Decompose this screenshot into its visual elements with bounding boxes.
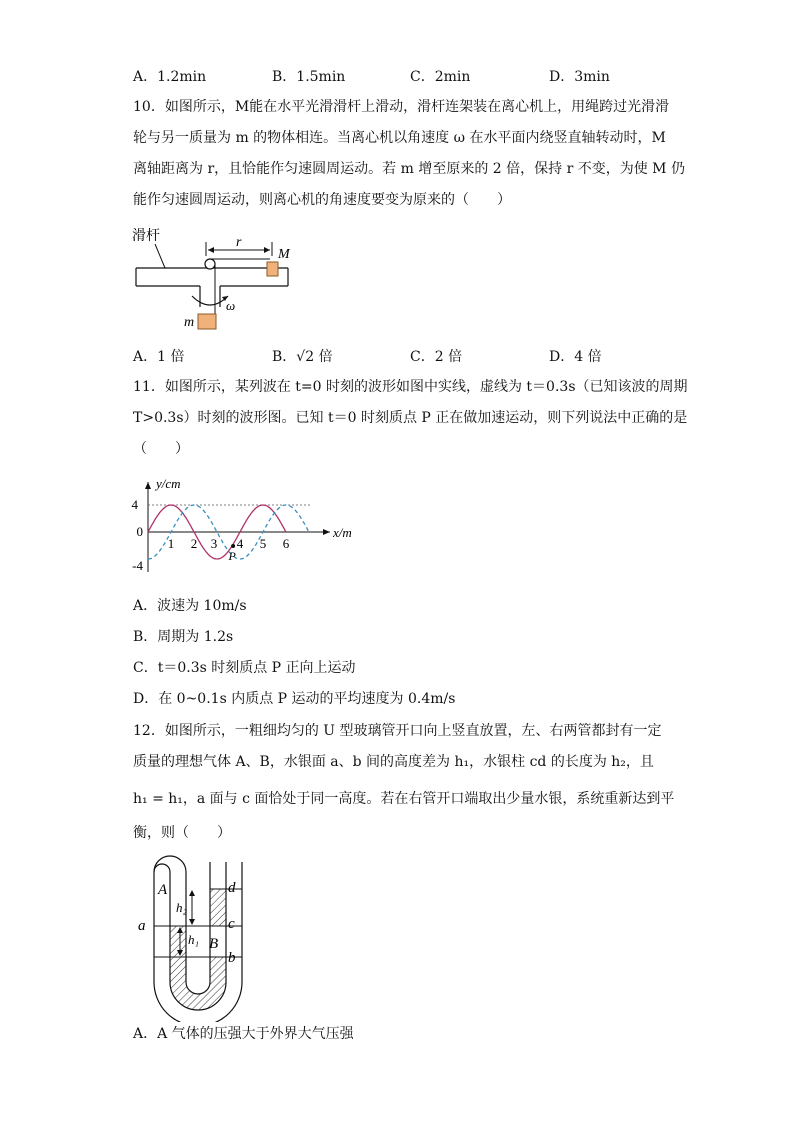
point-P-marker xyxy=(231,544,235,548)
y-axis-label: y/cm xyxy=(156,476,181,491)
level-c-label: c xyxy=(228,916,235,932)
m-label: m xyxy=(184,315,195,330)
q11-line-2: T>0.3s）时刻的波形图。已知 t＝0 时刻质点 P 正在做加速运动，则下列说法中正确的是 xyxy=(133,410,688,426)
level-b-label: b xyxy=(228,950,236,966)
x-tick-3: 3 xyxy=(210,536,218,551)
r-label: r xyxy=(236,235,242,250)
x-tick-6: 6 xyxy=(282,536,290,551)
level-d-label: d xyxy=(228,880,236,896)
block-m xyxy=(198,314,216,329)
x-axis-label: x/m xyxy=(333,525,352,540)
block-M xyxy=(267,262,278,276)
q11-option-c: C．t＝0.3s 时刻质点 P 正向上运动 xyxy=(133,660,356,676)
q12-option-a: A．A 气体的压强大于外界大气压强 xyxy=(133,1026,354,1042)
q12-line-3: h₁ = h₁，a 面与 c 面恰处于同一高度。若在右管开口端取出少量水银，系统重新达到平 xyxy=(133,791,675,807)
y-tick-0: 0 xyxy=(136,524,143,539)
x-axis-arrow-icon xyxy=(323,529,330,535)
pulley-icon xyxy=(205,259,215,269)
q10-line-1: 10．如图所示，M能在水平光滑滑杆上滑动，滑杆连架装在离心机上，用绳跨过光滑滑 xyxy=(133,99,670,115)
h1-label: h₁ xyxy=(188,932,200,947)
q9-option-d: D．3min xyxy=(549,69,610,85)
q9-option-c: C．2min xyxy=(410,69,471,85)
y-tick-neg4: -4 xyxy=(132,558,143,573)
q11-option-d: D．在 0~0.1s 内质点 P 运动的平均速度为 0.4m/s xyxy=(133,691,456,707)
gas-A-label: A xyxy=(158,882,168,898)
q11-option-a: A．波速为 10m/s xyxy=(133,598,247,614)
x-tick-4: 4 xyxy=(236,536,244,551)
q12-line-4: 衡，则（ ） xyxy=(133,825,231,841)
M-label: M xyxy=(278,247,290,262)
omega-label: ω xyxy=(226,298,236,313)
point-P-label: P xyxy=(228,549,236,563)
x-tick-5: 5 xyxy=(259,536,267,551)
q11-line-3: （ ） xyxy=(133,441,189,457)
q10-line-2: 轮与另一质量为 m 的物体相连。当离心机以角速度 ω 在水平面内绕竖直轴转动时，M xyxy=(133,130,666,146)
q10-option-c: C．2 倍 xyxy=(410,349,463,365)
rod-label: 滑杆 xyxy=(132,229,160,244)
q10-line-3: 离轴距离为 r，且恰能作匀速圆周运动。若 m 增至原来的 2 倍，保持 r 不变，为使 M 仍 xyxy=(133,161,685,177)
level-a-label: a xyxy=(138,918,146,934)
gas-B-label: B xyxy=(209,936,219,952)
y-tick-4: 4 xyxy=(131,497,138,512)
q10-option-d: D．4 倍 xyxy=(549,349,602,365)
q11-option-b: B．周期为 1.2s xyxy=(133,629,234,645)
y-axis-arrow-icon xyxy=(145,482,151,489)
q12-u-tube-figure xyxy=(130,852,260,1022)
q9-option-a: A．1.2min xyxy=(133,69,207,85)
q10-centrifuge-figure xyxy=(130,222,295,332)
q11-line-1: 11．如图所示，某列波在 t=0 时刻的波形如图中实线，虚线为 t＝0.3s（已知该波的周期 xyxy=(133,379,688,395)
q10-option-b: B．√2 倍 xyxy=(272,349,333,365)
q10-line-4: 能作匀速圆周运动，则离心机的角速度要变为原来的（ ） xyxy=(133,192,511,208)
x-tick-1: 1 xyxy=(167,536,175,551)
q10-option-a: A．1 倍 xyxy=(133,349,185,365)
q11-wave-chart xyxy=(130,472,370,582)
q9-option-b: B．1.5min xyxy=(272,69,346,85)
x-tick-2: 2 xyxy=(190,536,198,551)
q12-line-1: 12．如图所示，一粗细均匀的 U 型玻璃管开口向上竖直放置，左、右两管都封有一定 xyxy=(133,723,662,739)
mercury-column-cd xyxy=(210,889,226,926)
q12-line-2: 质量的理想气体 A、B，水银面 a、b 间的高度差为 h₁，水银柱 cd 的长度为 h₂，且 xyxy=(133,754,654,770)
h2-label: h₂ xyxy=(176,900,188,915)
rod-label-leader xyxy=(155,244,165,268)
